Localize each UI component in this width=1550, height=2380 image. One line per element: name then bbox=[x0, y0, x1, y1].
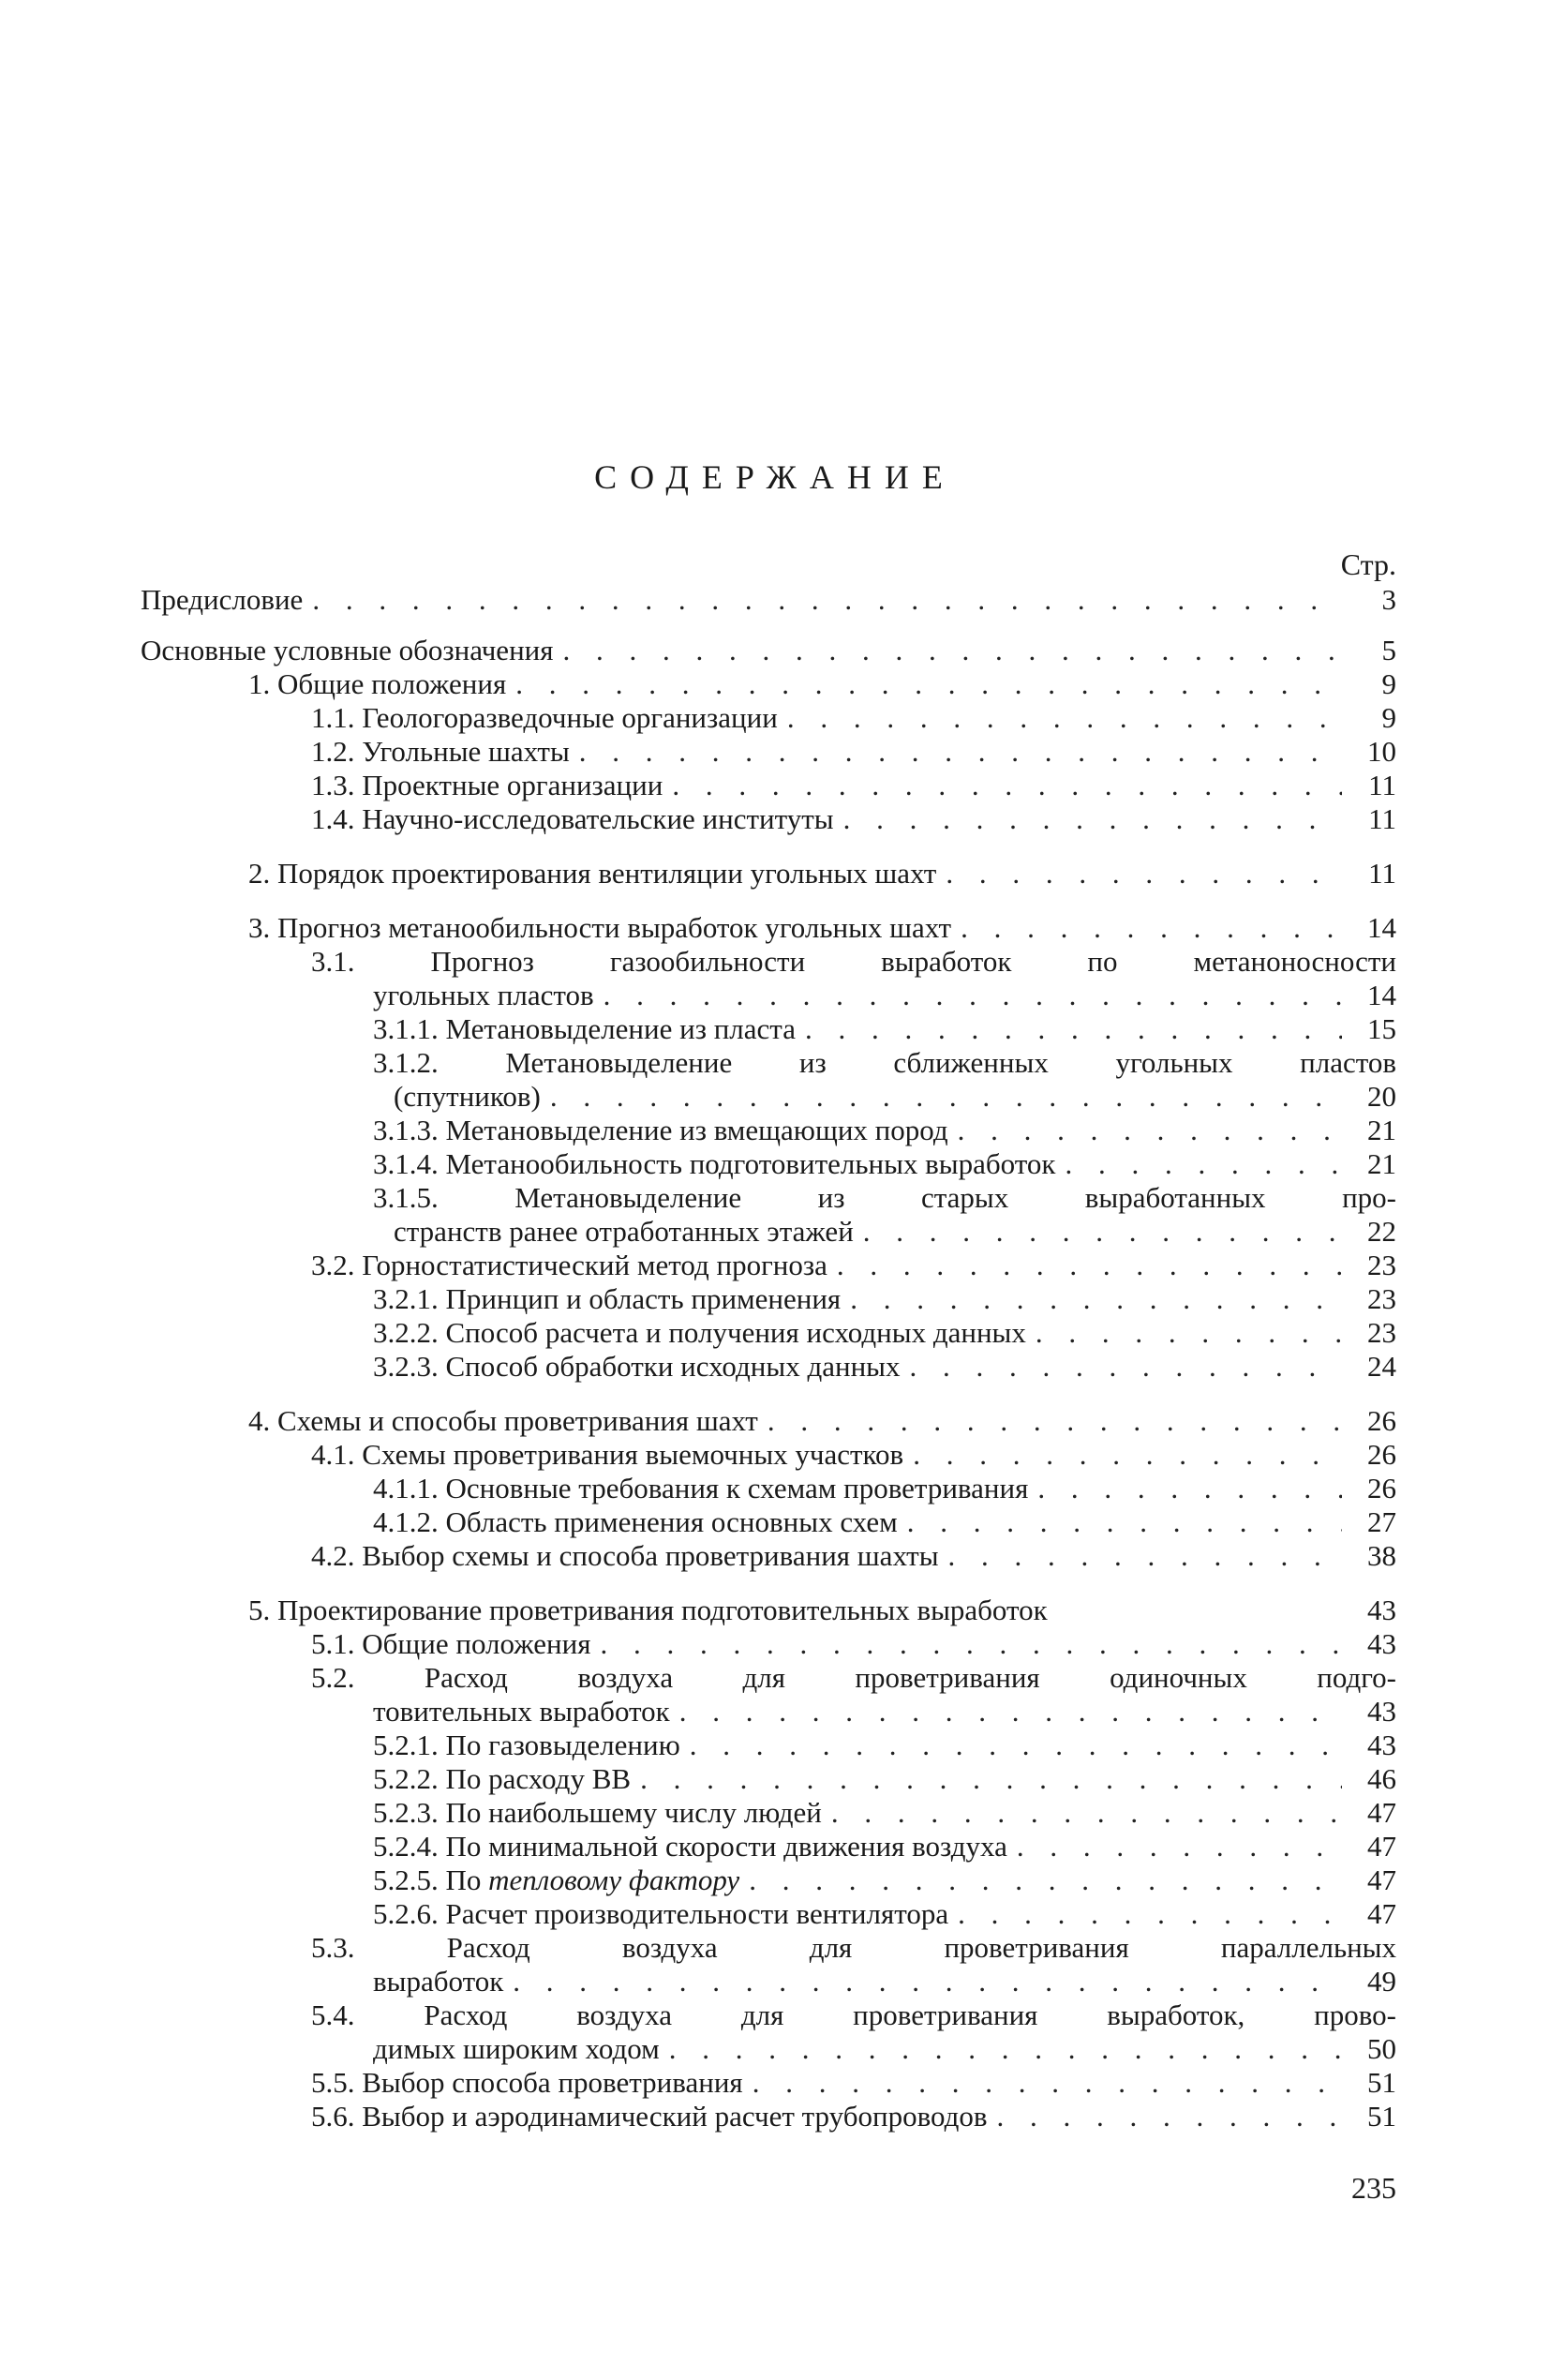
toc-page-number: 21 bbox=[1367, 1147, 1396, 1180]
toc-entry-title: 3.1.3. Метановыделение из вмещающих пород bbox=[373, 1114, 948, 1146]
toc-entry-title: димых широким ходом bbox=[373, 2032, 660, 2065]
toc-page-number: 20 bbox=[1367, 1080, 1396, 1113]
toc-entry-title-line: 5.2. Расход воздуха для проветривания одиночных подго- bbox=[311, 1661, 1396, 1694]
toc-entry-title: 5.2.3. По наибольшему числу людей bbox=[373, 1796, 822, 1829]
toc-page-number: 5 bbox=[1381, 634, 1396, 666]
toc-entry-title: 4.1.2. Область применения основных схем bbox=[373, 1505, 898, 1538]
toc-page-number: 26 bbox=[1367, 1438, 1396, 1471]
toc-entry-title: 3.1.4. Метанообильность подготовительных выработок bbox=[373, 1147, 1056, 1180]
dot-leader bbox=[604, 979, 1342, 1012]
dot-leader bbox=[907, 1505, 1342, 1539]
toc-entry-title: 3.2.1. Принцип и область применения bbox=[373, 1282, 842, 1315]
toc-page-number: 50 bbox=[1367, 2032, 1396, 2065]
toc-entry-title: 3.1.1. Метановыделение из пласта bbox=[373, 1012, 796, 1045]
dot-leader bbox=[513, 1965, 1342, 1998]
toc-entry-title: 5.1. Общие положения bbox=[311, 1627, 591, 1660]
dot-leader bbox=[669, 2032, 1342, 2066]
toc-entry-title: 5.2.4. По минимальной скорости движения воздуха bbox=[373, 1830, 1007, 1863]
toc-page-number: 51 bbox=[1367, 2100, 1396, 2133]
toc-entry-c3-1-4[interactable] bbox=[141, 1147, 1396, 1181]
toc-entry-c4-1-1[interactable] bbox=[141, 1472, 1396, 1505]
toc-entry-c1-1[interactable] bbox=[141, 701, 1396, 735]
toc-entry-c3-1-3[interactable] bbox=[141, 1114, 1396, 1147]
dot-leader bbox=[946, 857, 1342, 891]
dot-leader bbox=[640, 1762, 1342, 1796]
toc-entry-c5-2-5[interactable] bbox=[141, 1864, 1396, 1897]
toc-entry-title: 1.3. Проектные организации bbox=[311, 769, 663, 801]
toc-page-number: 38 bbox=[1367, 1539, 1396, 1572]
dot-leader bbox=[961, 911, 1342, 945]
toc-entry-c3-2-3[interactable] bbox=[141, 1350, 1396, 1384]
toc-page-number: 9 bbox=[1381, 701, 1396, 734]
toc-page-number: 11 bbox=[1368, 769, 1396, 801]
dot-leader bbox=[805, 1012, 1342, 1046]
toc-entry-c3-2-1[interactable] bbox=[141, 1282, 1396, 1316]
toc-page-number: 14 bbox=[1367, 979, 1396, 1011]
page-title: СОДЕРЖАНИЕ bbox=[594, 458, 956, 496]
toc-entry-title: 3.2. Горностатистический метод прогноза bbox=[311, 1249, 827, 1281]
toc-entry-title: 5.5. Выбор способа проветривания bbox=[311, 2066, 743, 2099]
toc-entry-title: 5.6. Выбор и аэродинамический расчет трубопроводов bbox=[311, 2100, 988, 2133]
toc-entry-title: 5.2.6. Расчет производительности вентилятора bbox=[373, 1897, 949, 1930]
toc-entry-c3-2-2[interactable] bbox=[141, 1316, 1396, 1350]
toc-page-number: 43 bbox=[1367, 1729, 1396, 1761]
toc-page-number: 47 bbox=[1367, 1897, 1396, 1930]
page-number: 235 bbox=[1351, 2171, 1396, 2205]
toc-entry-sym[interactable] bbox=[141, 634, 1396, 667]
toc-page-number: 43 bbox=[1367, 1594, 1396, 1626]
dot-leader bbox=[579, 735, 1342, 769]
toc-entry-c5-4[interactable] bbox=[141, 1998, 1396, 2066]
toc-page-number: 26 bbox=[1367, 1472, 1396, 1504]
toc-entry-c3-2[interactable] bbox=[141, 1249, 1396, 1282]
toc-page-number: 26 bbox=[1367, 1404, 1396, 1437]
toc-entry-title-line: 5.3. Расход воздуха для проветривания параллельных bbox=[311, 1931, 1396, 1964]
toc-entry-c3[interactable] bbox=[141, 911, 1396, 945]
dot-leader bbox=[1017, 1830, 1342, 1864]
dot-leader bbox=[749, 1864, 1342, 1897]
toc-entry-title: странств ранее отработанных этажей bbox=[394, 1215, 854, 1248]
toc-entry-title: 2. Порядок проектирования вентиляции угольных шахт bbox=[248, 857, 937, 890]
toc-entry-c5-3[interactable] bbox=[141, 1931, 1396, 1998]
toc-page-number: 47 bbox=[1367, 1796, 1396, 1829]
dot-leader bbox=[515, 667, 1342, 701]
toc-entry-title: товительных выработок bbox=[373, 1695, 670, 1728]
toc-page-number: 10 bbox=[1367, 735, 1396, 768]
dot-leader bbox=[843, 802, 1342, 836]
toc-entry-title: 4. Схемы и способы проветривания шахт bbox=[248, 1404, 758, 1437]
toc-page-number: 23 bbox=[1367, 1282, 1396, 1315]
toc-entry-c5-2-4[interactable] bbox=[141, 1830, 1396, 1864]
toc-entry-title: выработок bbox=[373, 1965, 504, 1998]
toc-page-number: 21 bbox=[1367, 1114, 1396, 1146]
toc-entry-title: 5.2.2. По расходу ВВ bbox=[373, 1762, 632, 1795]
toc-page-number: 27 bbox=[1367, 1505, 1396, 1538]
dot-leader bbox=[768, 1404, 1342, 1438]
toc-page-number: 23 bbox=[1367, 1316, 1396, 1349]
toc-page-number: 43 bbox=[1367, 1627, 1396, 1660]
toc-page-number: 11 bbox=[1368, 802, 1396, 835]
toc-entry-title: 3.2.3. Способ обработки исходных данных bbox=[373, 1350, 901, 1383]
dot-leader bbox=[910, 1350, 1342, 1384]
toc-entry-c1-3[interactable] bbox=[141, 769, 1396, 802]
toc-page-number: 47 bbox=[1367, 1830, 1396, 1863]
dot-leader bbox=[1036, 1316, 1342, 1350]
toc-page-number: 43 bbox=[1367, 1695, 1396, 1728]
toc-entry-title: Предисловие bbox=[141, 583, 304, 616]
dot-leader bbox=[600, 1627, 1342, 1661]
dot-leader bbox=[958, 1114, 1342, 1147]
toc-entry-c4[interactable] bbox=[141, 1404, 1396, 1438]
toc-page-number: 46 bbox=[1367, 1762, 1396, 1795]
dot-leader bbox=[913, 1438, 1342, 1472]
toc-entry-title: 3.2.2. Способ расчета и получения исходных данных bbox=[373, 1316, 1026, 1349]
toc-entry-c4-1[interactable] bbox=[141, 1438, 1396, 1472]
toc-page-number: 23 bbox=[1367, 1249, 1396, 1281]
toc-entry-title-line: 3.1.5. Метановыделение из старых выработанных про- bbox=[373, 1181, 1396, 1214]
dot-leader bbox=[1065, 1147, 1342, 1181]
dot-leader bbox=[850, 1282, 1342, 1316]
toc-page-number: 14 bbox=[1367, 911, 1396, 944]
dot-leader bbox=[948, 1539, 1342, 1573]
dot-leader bbox=[690, 1729, 1342, 1762]
toc-entry-c5-2-1[interactable] bbox=[141, 1729, 1396, 1762]
toc-entry-c5-5[interactable] bbox=[141, 2066, 1396, 2100]
toc-entry-title-line: 5.4. Расход воздуха для проветривания выработок, прово- bbox=[311, 1998, 1396, 2031]
dot-leader bbox=[837, 1249, 1342, 1282]
toc-entry-c3-1-1[interactable] bbox=[141, 1012, 1396, 1046]
toc-entry-title: 5.2.5. По тепловому фактору bbox=[373, 1864, 740, 1896]
dot-leader bbox=[753, 2066, 1342, 2100]
toc-entry-title: 4.1. Схемы проветривания выемочных участков bbox=[311, 1438, 904, 1471]
toc-entry-c5[interactable] bbox=[141, 1594, 1396, 1627]
toc-entry-c5-2[interactable] bbox=[141, 1661, 1396, 1729]
dot-leader bbox=[831, 1796, 1342, 1830]
dot-leader bbox=[563, 634, 1342, 667]
dot-leader bbox=[787, 701, 1342, 735]
toc-entry-title-line: 3.1. Прогноз газообильности выработок по метаноносности bbox=[311, 945, 1396, 978]
toc-entry-title-line: 3.1.2. Метановыделение из сближенных угольных пластов bbox=[373, 1046, 1396, 1079]
dot-leader bbox=[679, 1695, 1342, 1729]
toc-entry-c4-2[interactable] bbox=[141, 1539, 1396, 1573]
toc-entry-title: 1. Общие положения bbox=[248, 667, 507, 700]
toc-entry-c5-1[interactable] bbox=[141, 1627, 1396, 1661]
toc-entry-title: 4.1.1. Основные требования к схемам проветривания bbox=[373, 1472, 1029, 1504]
toc-entry-title: 1.2. Угольные шахты bbox=[311, 735, 570, 768]
page-column-label: Стр. bbox=[1340, 547, 1396, 581]
toc-page-number: 47 bbox=[1367, 1864, 1396, 1896]
toc-page-number: 24 bbox=[1367, 1350, 1396, 1383]
dot-leader bbox=[863, 1215, 1342, 1249]
toc-entry-title: 5.2.1. По газовыделению bbox=[373, 1729, 680, 1761]
toc-entry-c3-1[interactable] bbox=[141, 945, 1396, 1012]
dot-leader bbox=[312, 583, 1342, 617]
toc-entry-title: угольных пластов bbox=[373, 979, 594, 1011]
dot-leader bbox=[1037, 1472, 1342, 1505]
dot-leader bbox=[958, 1897, 1342, 1931]
toc-entry-c3-1-5[interactable] bbox=[141, 1181, 1396, 1249]
toc-entry-c5-2-2[interactable] bbox=[141, 1762, 1396, 1796]
toc-entry-c1-4[interactable] bbox=[141, 802, 1396, 836]
dot-leader bbox=[997, 2100, 1342, 2133]
dot-leader bbox=[550, 1080, 1342, 1114]
toc-page-number: 3 bbox=[1381, 583, 1396, 616]
toc-entry-title: 1.1. Геологоразведочные организации bbox=[311, 701, 778, 734]
toc-page-number: 49 bbox=[1367, 1965, 1396, 1998]
toc-page-number: 9 bbox=[1381, 667, 1396, 700]
toc-entry-c3-1-2[interactable] bbox=[141, 1046, 1396, 1114]
dot-leader bbox=[672, 769, 1342, 802]
toc-page-number: 51 bbox=[1367, 2066, 1396, 2099]
toc-entry-title: (спутников) bbox=[394, 1080, 541, 1113]
toc-entry-pre[interactable] bbox=[141, 583, 1396, 617]
toc-entry-c5-6[interactable] bbox=[141, 2100, 1396, 2133]
toc-entry-c5-2-6[interactable] bbox=[141, 1897, 1396, 1931]
toc-entry-c5-2-3[interactable] bbox=[141, 1796, 1396, 1830]
toc-entry-title: 3. Прогноз метанообильности выработок угольных шахт bbox=[248, 911, 952, 944]
toc-entry-title: 5. Проектирование проветривания подготовительных выработок bbox=[248, 1594, 1048, 1626]
toc-entry-c2[interactable] bbox=[141, 857, 1396, 891]
toc-entry-c1-2[interactable] bbox=[141, 735, 1396, 769]
toc-entry-c4-1-2[interactable] bbox=[141, 1505, 1396, 1539]
toc-entry-title: Основные условные обозначения bbox=[141, 634, 554, 666]
toc-entry-title: 1.4. Научно-исследовательские институты bbox=[311, 802, 834, 835]
table-of-contents bbox=[141, 583, 1396, 2133]
toc-page-number: 15 bbox=[1367, 1012, 1396, 1045]
toc-page-number: 22 bbox=[1367, 1215, 1396, 1248]
toc-entry-c1[interactable] bbox=[141, 667, 1396, 701]
toc-entry-title: 4.2. Выбор схемы и способа проветривания шахты bbox=[311, 1539, 939, 1572]
toc-page-number: 11 bbox=[1368, 857, 1396, 890]
